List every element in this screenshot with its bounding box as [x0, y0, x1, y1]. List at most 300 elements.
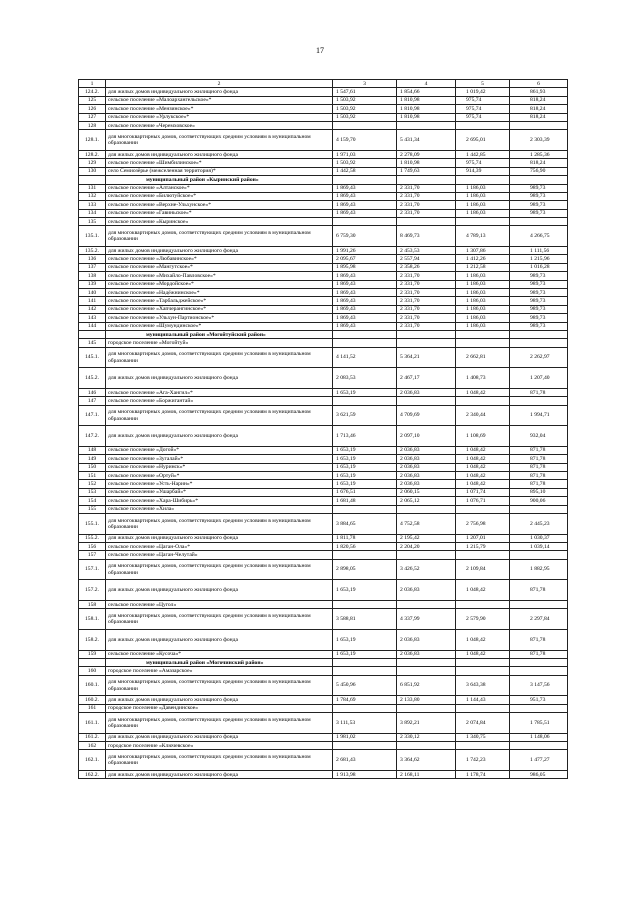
row-name-cell: село Семиозёрье (межселенная территория)* — [106, 167, 333, 175]
value-cell — [397, 600, 456, 608]
value-cell: 1 111,56 — [510, 247, 568, 255]
value-cell: 1 285,36 — [510, 150, 568, 158]
row-name-cell: для многоквартирных домов, соответствующих средним условиям в муниципальном образовании — [106, 226, 333, 247]
value-cell: 1 071,74 — [456, 488, 510, 496]
value-cell: 895,10 — [510, 488, 568, 496]
row-number-cell: 131 — [79, 184, 106, 192]
table-row — [79, 247, 568, 255]
value-cell: 1 653,19 — [333, 388, 397, 396]
value-cell: 4 752,58 — [397, 514, 456, 535]
row-number-cell: 144 — [79, 322, 106, 330]
value-cell: 818,24 — [510, 96, 568, 104]
row-number-cell: 162 — [79, 742, 106, 750]
value-cell: 2 695,01 — [456, 130, 510, 151]
row-number-cell: 137 — [79, 263, 106, 271]
row-name-cell: сельское поселение «Михайло-Павловское»* — [106, 272, 333, 280]
row-name-cell: сельское поселение «Верхне-Ульхунское»* — [106, 201, 333, 209]
row-name-cell: сельское поселение «Ортуй»* — [106, 472, 333, 480]
value-cell: 1 412,26 — [456, 255, 510, 263]
value-cell: 2 097,10 — [397, 426, 456, 447]
value-cell: 989,73 — [510, 322, 568, 330]
row-name-cell: сельское поселение «Малоархангельское»* — [106, 96, 333, 104]
row-number-cell: 161 — [79, 704, 106, 712]
value-cell: 2 662,81 — [456, 347, 510, 368]
value-cell: 6 851,92 — [397, 675, 456, 696]
value-cell: 1 653,19 — [333, 455, 397, 463]
value-cell: 1 681,48 — [333, 497, 397, 505]
value-cell — [333, 339, 397, 347]
value-cell: 1 869,43 — [333, 297, 397, 305]
row-number-cell: 161.1. — [79, 713, 106, 734]
value-cell: 5 364,21 — [397, 347, 456, 368]
row-name-cell: сельское поселение «Ушарбай»* — [106, 488, 333, 496]
value-cell: 1 503,92 — [333, 113, 397, 121]
table-row — [79, 600, 568, 608]
row-name-cell: сельское поселение «Надёжнинское»* — [106, 289, 333, 297]
table-row — [79, 713, 568, 734]
value-cell: 2 579,90 — [456, 609, 510, 630]
table-row — [79, 105, 568, 113]
value-cell: 871,78 — [510, 650, 568, 658]
row-name-cell: для жилых домов индивидуального жилищного фонда — [106, 426, 333, 447]
value-cell — [456, 330, 510, 338]
value-cell: 2 074,84 — [456, 713, 510, 734]
value-cell: 1 869,43 — [333, 289, 397, 297]
table-row — [79, 455, 568, 463]
table-row — [79, 159, 568, 167]
value-cell: 2 036,83 — [397, 629, 456, 650]
value-cell: 2 204,20 — [397, 543, 456, 551]
row-name-cell: городское поселение «Давендинское» — [106, 704, 333, 712]
value-cell: 2 195,42 — [397, 534, 456, 542]
value-cell: 1 653,19 — [333, 446, 397, 454]
table-row — [79, 446, 568, 454]
row-number-cell: 158.1. — [79, 609, 106, 630]
value-cell: 1 503,92 — [333, 105, 397, 113]
table-row — [79, 121, 568, 129]
row-name-cell: сельское поселение «Цаган-Ола»* — [106, 543, 333, 551]
value-cell: 2 168,11 — [397, 771, 456, 779]
value-cell: 1 048,42 — [456, 455, 510, 463]
value-cell: 1 186,03 — [456, 201, 510, 209]
value-cell — [456, 218, 510, 226]
value-cell: 2 036,83 — [397, 580, 456, 601]
value-cell: 2 331,70 — [397, 184, 456, 192]
row-name-cell: сельское поселение «Хапчерангинское»* — [106, 305, 333, 313]
value-cell: 1 749,63 — [397, 167, 456, 175]
table-row — [79, 543, 568, 551]
value-cell: 1 215,79 — [456, 543, 510, 551]
table-row — [79, 534, 568, 542]
value-cell — [510, 397, 568, 405]
value-cell — [333, 600, 397, 608]
table-row — [79, 667, 568, 675]
row-number-cell — [79, 330, 106, 338]
row-number-cell: 140 — [79, 289, 106, 297]
value-cell: 1 810,98 — [397, 105, 456, 113]
row-number-cell: 126 — [79, 105, 106, 113]
row-name-cell: сельское поселение «Зугалай»* — [106, 455, 333, 463]
value-cell — [510, 218, 568, 226]
table-row — [79, 297, 568, 305]
value-cell: 975,74 — [456, 113, 510, 121]
value-cell: 2 133,80 — [397, 696, 456, 704]
row-name-cell: сельское поселение «Мангутское»* — [106, 263, 333, 271]
value-cell: 1 653,19 — [333, 580, 397, 601]
row-number-cell: 145.2. — [79, 368, 106, 389]
row-name-cell: для жилых домов индивидуального жилищного фонда — [106, 534, 333, 542]
row-name-cell: для жилых домов индивидуального жилищного фонда — [106, 580, 333, 601]
value-cell: 989,73 — [510, 280, 568, 288]
value-cell: 871,78 — [510, 463, 568, 471]
value-cell: 871,78 — [510, 629, 568, 650]
row-name-cell: сельское поселение «Усть-Нарин»* — [106, 480, 333, 488]
row-number-cell: 133 — [79, 201, 106, 209]
row-name-cell: для жилых домов индивидуального жилищного фонда — [106, 150, 333, 158]
value-cell: 1 186,03 — [456, 305, 510, 313]
row-name-cell: муниципальный район «Могочинский район» — [106, 658, 333, 666]
value-cell — [456, 397, 510, 405]
table-row — [79, 272, 568, 280]
value-cell: 1 869,43 — [333, 305, 397, 313]
value-cell: 2 445,23 — [510, 514, 568, 535]
row-number-cell: 125 — [79, 96, 106, 104]
value-cell: 1 503,92 — [333, 96, 397, 104]
value-cell: 818,24 — [510, 105, 568, 113]
row-number-cell: 157 — [79, 551, 106, 559]
value-cell — [456, 600, 510, 608]
value-cell: 1 913,98 — [333, 771, 397, 779]
value-cell: 975,74 — [456, 96, 510, 104]
row-number-cell: 141 — [79, 297, 106, 305]
header-cell: 2 — [106, 80, 333, 88]
value-cell: 1 653,19 — [333, 472, 397, 480]
row-name-cell: сельское поселение «Цугол» — [106, 600, 333, 608]
value-cell — [456, 551, 510, 559]
value-cell: 756,90 — [510, 167, 568, 175]
value-cell: 1 676,51 — [333, 488, 397, 496]
row-name-cell: сельское поселение «Тарбальджейское»* — [106, 297, 333, 305]
table-row — [79, 497, 568, 505]
header-cell: 1 — [79, 80, 106, 88]
row-number-cell: 129 — [79, 159, 106, 167]
value-cell — [456, 505, 510, 513]
table-row — [79, 226, 568, 247]
value-cell — [510, 742, 568, 750]
value-cell: 871,78 — [510, 472, 568, 480]
value-cell: 1 869,43 — [333, 322, 397, 330]
row-name-cell: для жилых домов индивидуального жилищного фонда — [106, 88, 333, 96]
row-number-cell: 127 — [79, 113, 106, 121]
value-cell: 2 756,98 — [456, 514, 510, 535]
value-cell — [510, 330, 568, 338]
value-cell: 1 186,03 — [456, 209, 510, 217]
row-name-cell: сельское поселение «Ульхун-Партионское»* — [106, 314, 333, 322]
value-cell: 4 337,99 — [397, 609, 456, 630]
value-cell: 1 039,14 — [510, 543, 568, 551]
row-name-cell: сельское поселение «Кыринское» — [106, 218, 333, 226]
value-cell: 1 869,43 — [333, 314, 397, 322]
value-cell — [397, 667, 456, 675]
value-cell: 1 186,03 — [456, 297, 510, 305]
row-name-cell: сельское поселение «Билютуйское»* — [106, 192, 333, 200]
row-name-cell: сельское поселение «Боржигантай» — [106, 397, 333, 405]
row-name-cell: сельское поселение «Хила» — [106, 505, 333, 513]
table-row — [79, 750, 568, 771]
value-cell: 1 030,37 — [510, 534, 568, 542]
value-cell: 1 307,86 — [456, 247, 510, 255]
value-cell: 1 442,58 — [333, 167, 397, 175]
value-cell — [510, 176, 568, 184]
table-row — [79, 314, 568, 322]
row-name-cell: для жилых домов индивидуального жилищного фонда — [106, 247, 333, 255]
value-cell: 1 048,42 — [456, 650, 510, 658]
table-row — [79, 559, 568, 580]
table-row — [79, 255, 568, 263]
value-cell: 1 503,92 — [333, 159, 397, 167]
value-cell: 2 340,44 — [456, 405, 510, 426]
table-row — [79, 514, 568, 535]
value-cell: 1 895,98 — [333, 263, 397, 271]
value-cell — [397, 505, 456, 513]
table-header-row — [79, 80, 568, 88]
row-number-cell: 159 — [79, 650, 106, 658]
row-name-cell: для многоквартирных домов, соответствующих средним условиям в муниципальном образовании — [106, 609, 333, 630]
value-cell — [333, 658, 397, 666]
row-number-cell: 153 — [79, 488, 106, 496]
value-cell: 1 653,19 — [333, 463, 397, 471]
row-number-cell: 132 — [79, 192, 106, 200]
table-row — [79, 675, 568, 696]
value-cell: 1 408,73 — [456, 368, 510, 389]
row-name-cell: сельское поселение «Алтанское»* — [106, 184, 333, 192]
row-number-cell: 148 — [79, 446, 106, 454]
value-cell: 2 453,53 — [397, 247, 456, 255]
table-row — [79, 771, 568, 779]
header-cell: 4 — [397, 80, 456, 88]
value-cell: 1 215,96 — [510, 255, 568, 263]
row-name-cell: для жилых домов индивидуального жилищного фонда — [106, 629, 333, 650]
value-cell: 871,78 — [510, 388, 568, 396]
row-name-cell: сельское поселение «Мензинское»* — [106, 105, 333, 113]
value-cell: 1 981,02 — [333, 733, 397, 741]
value-cell: 3 111,53 — [333, 713, 397, 734]
value-cell: 2 278,09 — [397, 150, 456, 158]
row-name-cell: сельское поселение «Шумундинское»* — [106, 322, 333, 330]
row-number-cell: 128 — [79, 121, 106, 129]
value-cell: 1 186,03 — [456, 322, 510, 330]
value-cell: 989,73 — [510, 305, 568, 313]
value-cell: 2 467,17 — [397, 368, 456, 389]
value-cell — [510, 667, 568, 675]
row-name-cell: муниципальный район «Могойтуйский район» — [106, 330, 333, 338]
value-cell — [333, 176, 397, 184]
value-cell — [456, 742, 510, 750]
value-cell: 1 477,27 — [510, 750, 568, 771]
row-number-cell: 161.2. — [79, 733, 106, 741]
table-row — [79, 405, 568, 426]
table-row — [79, 733, 568, 741]
row-name-cell: сельское поселение «Любавинское»* — [106, 255, 333, 263]
table-row — [79, 96, 568, 104]
value-cell: 1 186,03 — [456, 184, 510, 192]
value-cell: 1 340,75 — [456, 733, 510, 741]
value-cell: 4 789,13 — [456, 226, 510, 247]
table-row — [79, 426, 568, 447]
value-cell — [397, 176, 456, 184]
value-cell: 1 076,71 — [456, 497, 510, 505]
value-cell: 989,73 — [510, 184, 568, 192]
value-cell: 1 048,42 — [456, 463, 510, 471]
value-cell: 1 869,43 — [333, 280, 397, 288]
value-cell — [397, 330, 456, 338]
row-number-cell: 158.2. — [79, 629, 106, 650]
row-number-cell: 157.2. — [79, 580, 106, 601]
value-cell: 2 898,05 — [333, 559, 397, 580]
value-cell — [333, 218, 397, 226]
table-row — [79, 280, 568, 288]
row-number-cell: 130 — [79, 167, 106, 175]
row-name-cell: сельское поселение «Цаган-Челутай» — [106, 551, 333, 559]
value-cell: 1 869,43 — [333, 201, 397, 209]
value-cell — [333, 121, 397, 129]
value-cell: 3 426,52 — [397, 559, 456, 580]
row-name-cell: сельское поселение «Шимбилинское»* — [106, 159, 333, 167]
value-cell — [397, 218, 456, 226]
row-number-cell: 149 — [79, 455, 106, 463]
value-cell: 5 431,34 — [397, 130, 456, 151]
value-cell: 1 212,58 — [456, 263, 510, 271]
value-cell — [333, 505, 397, 513]
district-row — [79, 658, 568, 666]
value-cell: 2 358,26 — [397, 263, 456, 271]
value-cell: 1 048,42 — [456, 472, 510, 480]
row-name-cell: муниципальный район «Кыринский район» — [106, 176, 333, 184]
value-cell: 1 048,42 — [456, 446, 510, 454]
value-cell: 1 016,28 — [510, 263, 568, 271]
value-cell: 1 653,19 — [333, 480, 397, 488]
table-row — [79, 201, 568, 209]
value-cell: 2 036,83 — [397, 446, 456, 454]
value-cell: 2 297,84 — [510, 609, 568, 630]
row-number-cell: 156 — [79, 543, 106, 551]
table-row — [79, 130, 568, 151]
value-cell: 3 588,81 — [333, 609, 397, 630]
value-cell: 2 095,67 — [333, 255, 397, 263]
value-cell — [510, 551, 568, 559]
value-cell — [397, 121, 456, 129]
row-name-cell: для многоквартирных домов, соответствующих средним условиям в муниципальном образовании — [106, 750, 333, 771]
table-row — [79, 742, 568, 750]
value-cell: 3 884,65 — [333, 514, 397, 535]
value-cell — [456, 667, 510, 675]
value-cell: 3 147,56 — [510, 675, 568, 696]
row-number-cell: 139 — [79, 280, 106, 288]
row-number-cell: 150 — [79, 463, 106, 471]
value-cell: 3 621,59 — [333, 405, 397, 426]
value-cell: 4 709,69 — [397, 405, 456, 426]
table-row — [79, 397, 568, 405]
row-number-cell: 160.1. — [79, 675, 106, 696]
value-cell: 1 994,71 — [510, 405, 568, 426]
table-row — [79, 388, 568, 396]
value-cell — [456, 339, 510, 347]
table-row — [79, 551, 568, 559]
value-cell: 1 048,42 — [456, 480, 510, 488]
value-cell: 2 331,70 — [397, 280, 456, 288]
row-number-cell: 135 — [79, 218, 106, 226]
value-cell: 2 036,83 — [397, 650, 456, 658]
value-cell — [510, 600, 568, 608]
value-cell: 2 083,53 — [333, 368, 397, 389]
value-cell: 1 148,06 — [510, 733, 568, 741]
value-cell — [333, 742, 397, 750]
header-cell: 6 — [510, 80, 568, 88]
table-row — [79, 696, 568, 704]
value-cell: 1 869,43 — [333, 192, 397, 200]
value-cell: 1 869,43 — [333, 184, 397, 192]
value-cell: 861,93 — [510, 88, 568, 96]
page-number: 17 — [316, 46, 324, 55]
value-cell — [456, 658, 510, 666]
value-cell: 1 810,98 — [397, 113, 456, 121]
row-name-cell: для многоквартирных домов, соответствующих средним условиям в муниципальном образовании — [106, 559, 333, 580]
table-row — [79, 472, 568, 480]
value-cell: 2 303,39 — [510, 130, 568, 151]
table-row — [79, 289, 568, 297]
table-row — [79, 480, 568, 488]
row-number-cell: 158 — [79, 600, 106, 608]
value-cell: 2 331,70 — [397, 192, 456, 200]
row-name-cell: сельское поселение «Мордойское»* — [106, 280, 333, 288]
value-cell — [333, 551, 397, 559]
value-cell: 1 207,01 — [456, 534, 510, 542]
value-cell: 1 186,03 — [456, 289, 510, 297]
value-cell: 1 108,69 — [456, 426, 510, 447]
header-cell: 5 — [456, 80, 510, 88]
value-cell: 1 207,40 — [510, 368, 568, 389]
district-row — [79, 330, 568, 338]
value-cell: 1 785,51 — [510, 713, 568, 734]
row-number-cell: 147.1. — [79, 405, 106, 426]
value-cell: 818,24 — [510, 113, 568, 121]
value-cell: 871,78 — [510, 480, 568, 488]
row-number-cell: 136 — [79, 255, 106, 263]
row-number-cell: 162.1. — [79, 750, 106, 771]
value-cell — [333, 704, 397, 712]
value-cell: 1 048,42 — [456, 388, 510, 396]
row-name-cell: для многоквартирных домов, соответствующих средним условиям в муниципальном образовании — [106, 514, 333, 535]
table-row — [79, 192, 568, 200]
value-cell: 900,06 — [510, 497, 568, 505]
value-cell: 2 681,43 — [333, 750, 397, 771]
value-cell: 4 159,70 — [333, 130, 397, 151]
value-cell: 1 186,03 — [456, 314, 510, 322]
value-cell: 2 060,15 — [397, 488, 456, 496]
row-number-cell: 124.2. — [79, 88, 106, 96]
row-number-cell: 160 — [79, 667, 106, 675]
value-cell: 2 036,83 — [397, 455, 456, 463]
value-cell: 1 186,03 — [456, 272, 510, 280]
value-cell — [510, 339, 568, 347]
value-cell — [333, 330, 397, 338]
row-name-cell: сельское поселение «Урлукское»* — [106, 113, 333, 121]
row-name-cell: для многоквартирных домов, соответствующих средним условиям в муниципальном образовании — [106, 713, 333, 734]
value-cell: 975,74 — [456, 159, 510, 167]
value-cell: 2 331,70 — [397, 305, 456, 313]
row-name-cell: для жилых домов индивидуального жилищного фонда — [106, 771, 333, 779]
table-row — [79, 505, 568, 513]
